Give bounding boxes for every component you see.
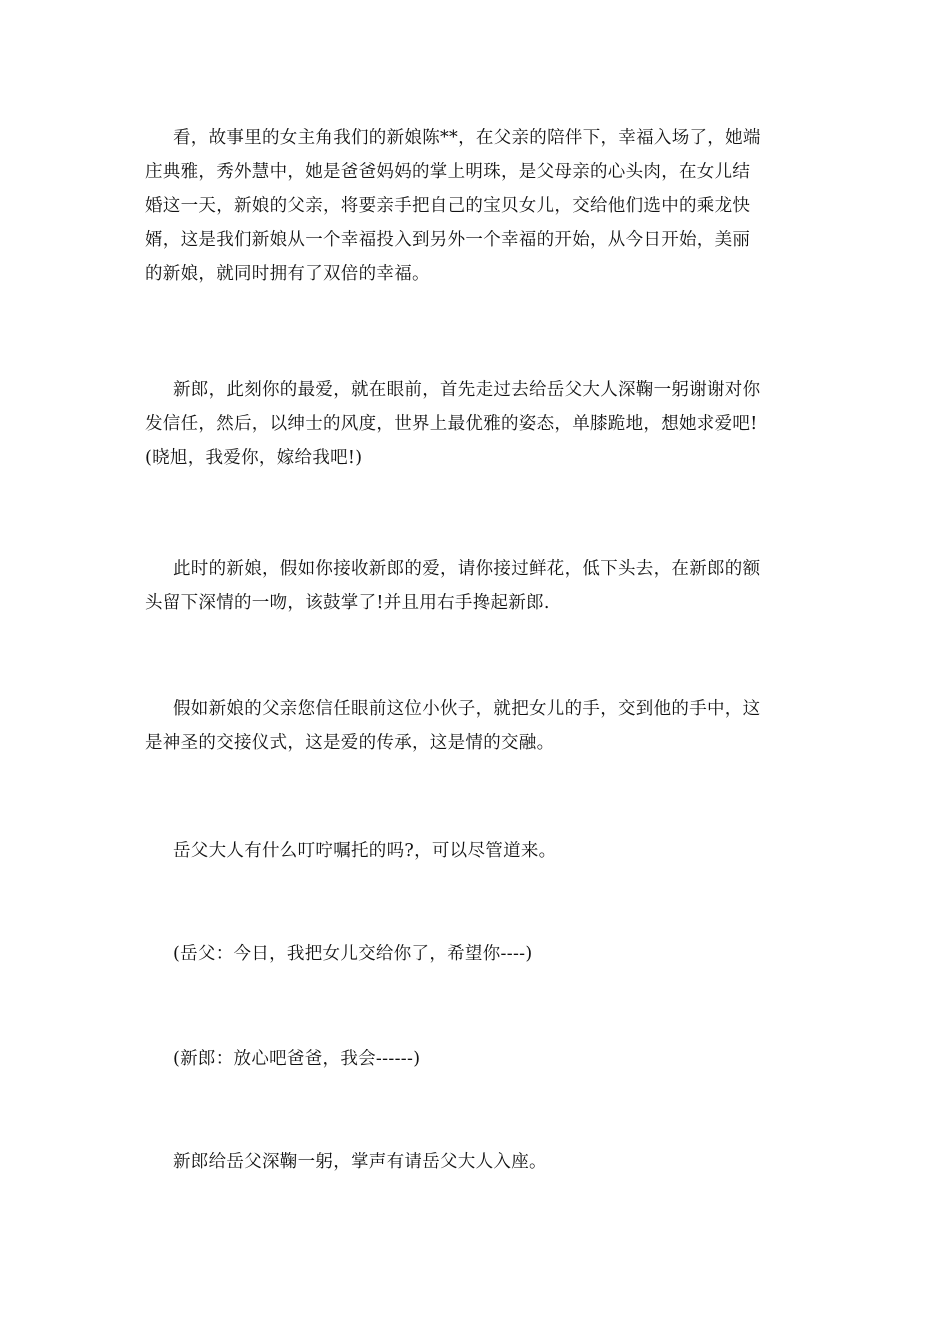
paragraph-groom-bows — [145, 1145, 810, 1179]
paragraph-line: 婚这一天，新娘的父亲，将要亲手把自己的宝贝女儿，交给他们选中的乘龙快 — [145, 196, 751, 216]
paragraph-line: (新郎：放心吧爸爸，我会------) — [173, 1049, 421, 1069]
paragraph-line: 新郎给岳父深鞠一躬，掌声有请岳父大人入座。 — [173, 1152, 547, 1172]
paragraph-line: 庄典雅，秀外慧中，她是爸爸妈妈的掌上明珠，是父母亲的心头肉，在女儿结 — [145, 162, 751, 182]
paragraph-handover — [145, 692, 810, 760]
paragraph-line: 新郎，此刻你的最爱，就在眼前，首先走过去给岳父大人深鞠一躬谢谢对你 — [173, 380, 761, 400]
paragraph-line: 看，故事里的女主角我们的新娘陈**，在父亲的陪伴下，幸福入场了，她端 — [173, 128, 761, 148]
paragraph-line: 假如新娘的父亲您信任眼前这位小伙子，就把女儿的手，交到他的手中，这 — [173, 699, 761, 719]
paragraph-line: 发信任，然后，以绅士的风度，世界上最优雅的姿态，单膝跪地，想她求爱吧! — [145, 414, 758, 434]
paragraph-father-quote — [145, 937, 810, 971]
paragraph-line: 婿，这是我们新娘从一个幸福投入到另外一个幸福的开始，从今日开始，美丽 — [145, 230, 751, 250]
paragraph-line: 岳父大人有什么叮咛嘱托的吗?，可以尽管道来。 — [173, 841, 557, 861]
paragraph-line: (岳父：今日，我把女儿交给你了，希望你----) — [173, 944, 533, 964]
paragraph-groom-proposal — [145, 373, 810, 475]
paragraph-groom-quote — [145, 1042, 810, 1076]
paragraph-bride-accepts — [145, 552, 810, 620]
paragraph-father-words — [145, 834, 810, 868]
paragraph-bride-entrance — [145, 121, 810, 291]
paragraph-line: 的新娘，就同时拥有了双倍的幸福。 — [145, 264, 430, 284]
paragraph-line: 此时的新娘，假如你接收新郎的爱，请你接过鲜花，低下头去，在新郎的额 — [173, 559, 761, 579]
paragraph-line: (晓旭，我爱你，嫁给我吧!) — [145, 448, 363, 468]
paragraph-line: 头留下深情的一吻，该鼓掌了!并且用右手搀起新郎. — [145, 593, 550, 613]
paragraph-line: 是神圣的交接仪式，这是爱的传承，这是情的交融。 — [145, 733, 555, 753]
